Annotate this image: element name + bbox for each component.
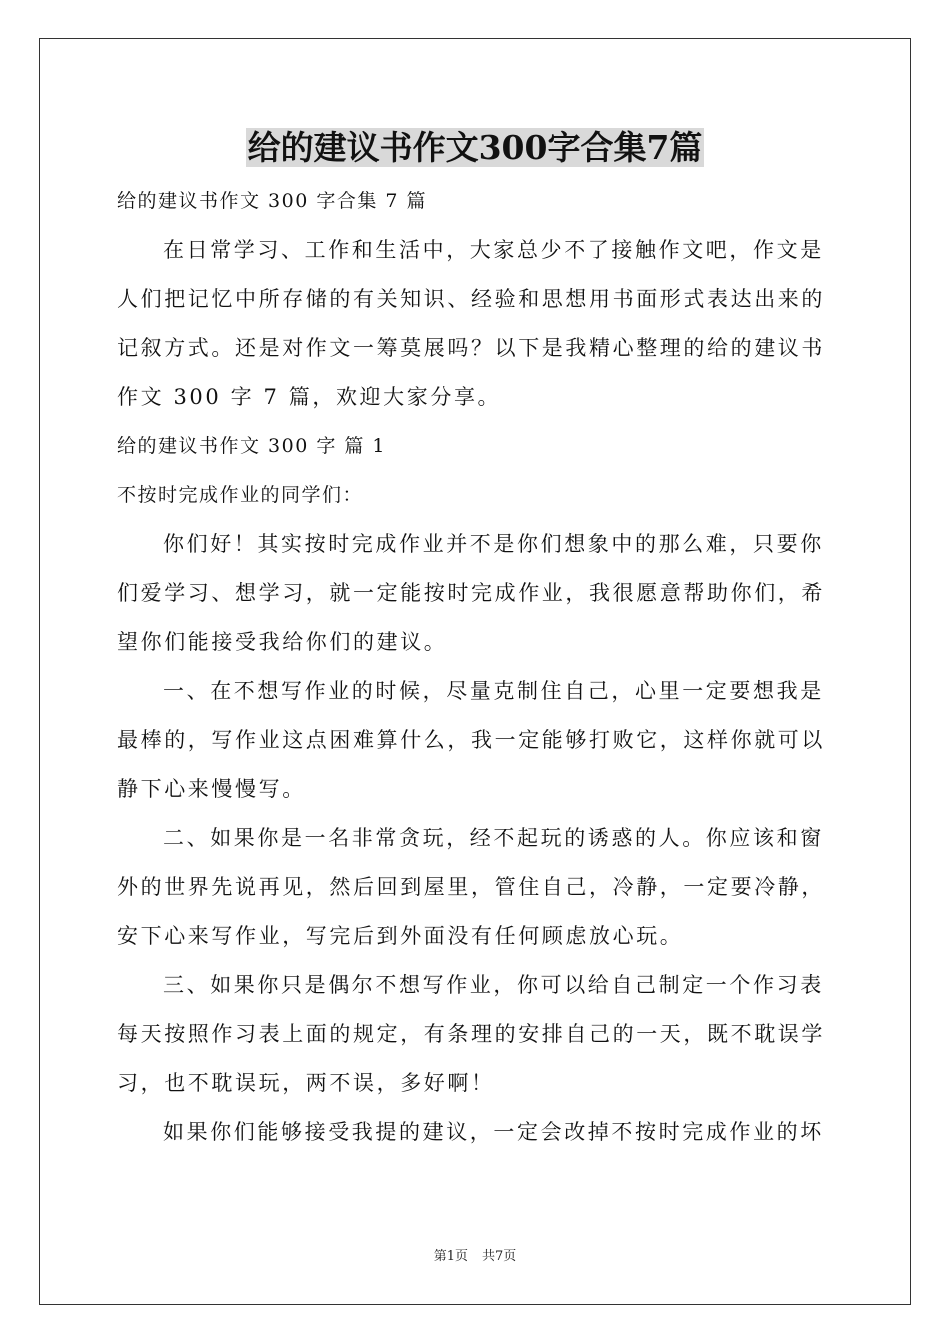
page-number: 第1页 — [433, 1249, 468, 1264]
paragraph-line: 作文 300 字 7 篇，欢迎大家分享。 — [117, 385, 502, 409]
paragraph-line: 二、如果你是一名非常贪玩，经不起玩的诱惑的人。你应该和窗 — [163, 826, 824, 850]
paragraph-line: 们爱学习、想学习，就一定能按时完成作业，我很愿意帮助你们，希 — [117, 581, 825, 605]
paragraph-line: 安下心来写作业，写完后到外面没有任何顾虑放心玩。 — [117, 924, 684, 948]
paragraph-line: 望你们能接受我给你们的建议。 — [117, 630, 448, 654]
document-body — [117, 177, 837, 1157]
document-title — [0, 124, 950, 172]
paragraph-line: 习，也不耽误玩，两不误，多好啊！ — [117, 1071, 495, 1095]
document-title-text: 给的建议书作文300字合集7篇 — [247, 128, 703, 167]
paragraph-line: 三、如果你只是偶尔不想写作业，你可以给自己制定一个作习表 — [163, 973, 824, 997]
paragraph-line: 静下心来慢慢写。 — [117, 777, 306, 801]
paragraph-line: 如果你们能够接受我提的建议，一定会改掉不按时完成作业的坏 — [163, 1120, 824, 1144]
paragraph-line: 外的世界先说再见，然后回到屋里，管住自己，冷静，一定要冷静， — [117, 875, 825, 899]
paragraph-line: 在日常学习、工作和生活中，大家总少不了接触作文吧，作文是 — [163, 238, 824, 262]
subtitle-line: 给的建议书作文 300 字合集 7 篇 — [117, 190, 428, 212]
section-heading: 给的建议书作文 300 字 篇 1 — [117, 435, 387, 457]
salutation-line: 不按时完成作业的同学们： — [117, 484, 364, 506]
paragraph-line: 记叙方式。还是对作文一筹莫展吗？以下是我精心整理的给的建议书 — [117, 336, 825, 360]
page-footer — [0, 1248, 950, 1266]
paragraph-line: 最棒的，写作业这点困难算什么，我一定能够打败它，这样你就可以 — [117, 728, 825, 752]
paragraph-line: 每天按照作习表上面的规定，有条理的安排自己的一天，既不耽误学 — [117, 1022, 825, 1046]
paragraph-line: 一、在不想写作业的时候，尽量克制住自己，心里一定要想我是 — [163, 679, 824, 703]
page-total: 共7页 — [482, 1249, 517, 1264]
paragraph-line: 人们把记忆中所存储的有关知识、经验和思想用书面形式表达出来的 — [117, 287, 825, 311]
paragraph-line: 你们好！其实按时完成作业并不是你们想象中的那么难，只要你 — [163, 532, 824, 556]
